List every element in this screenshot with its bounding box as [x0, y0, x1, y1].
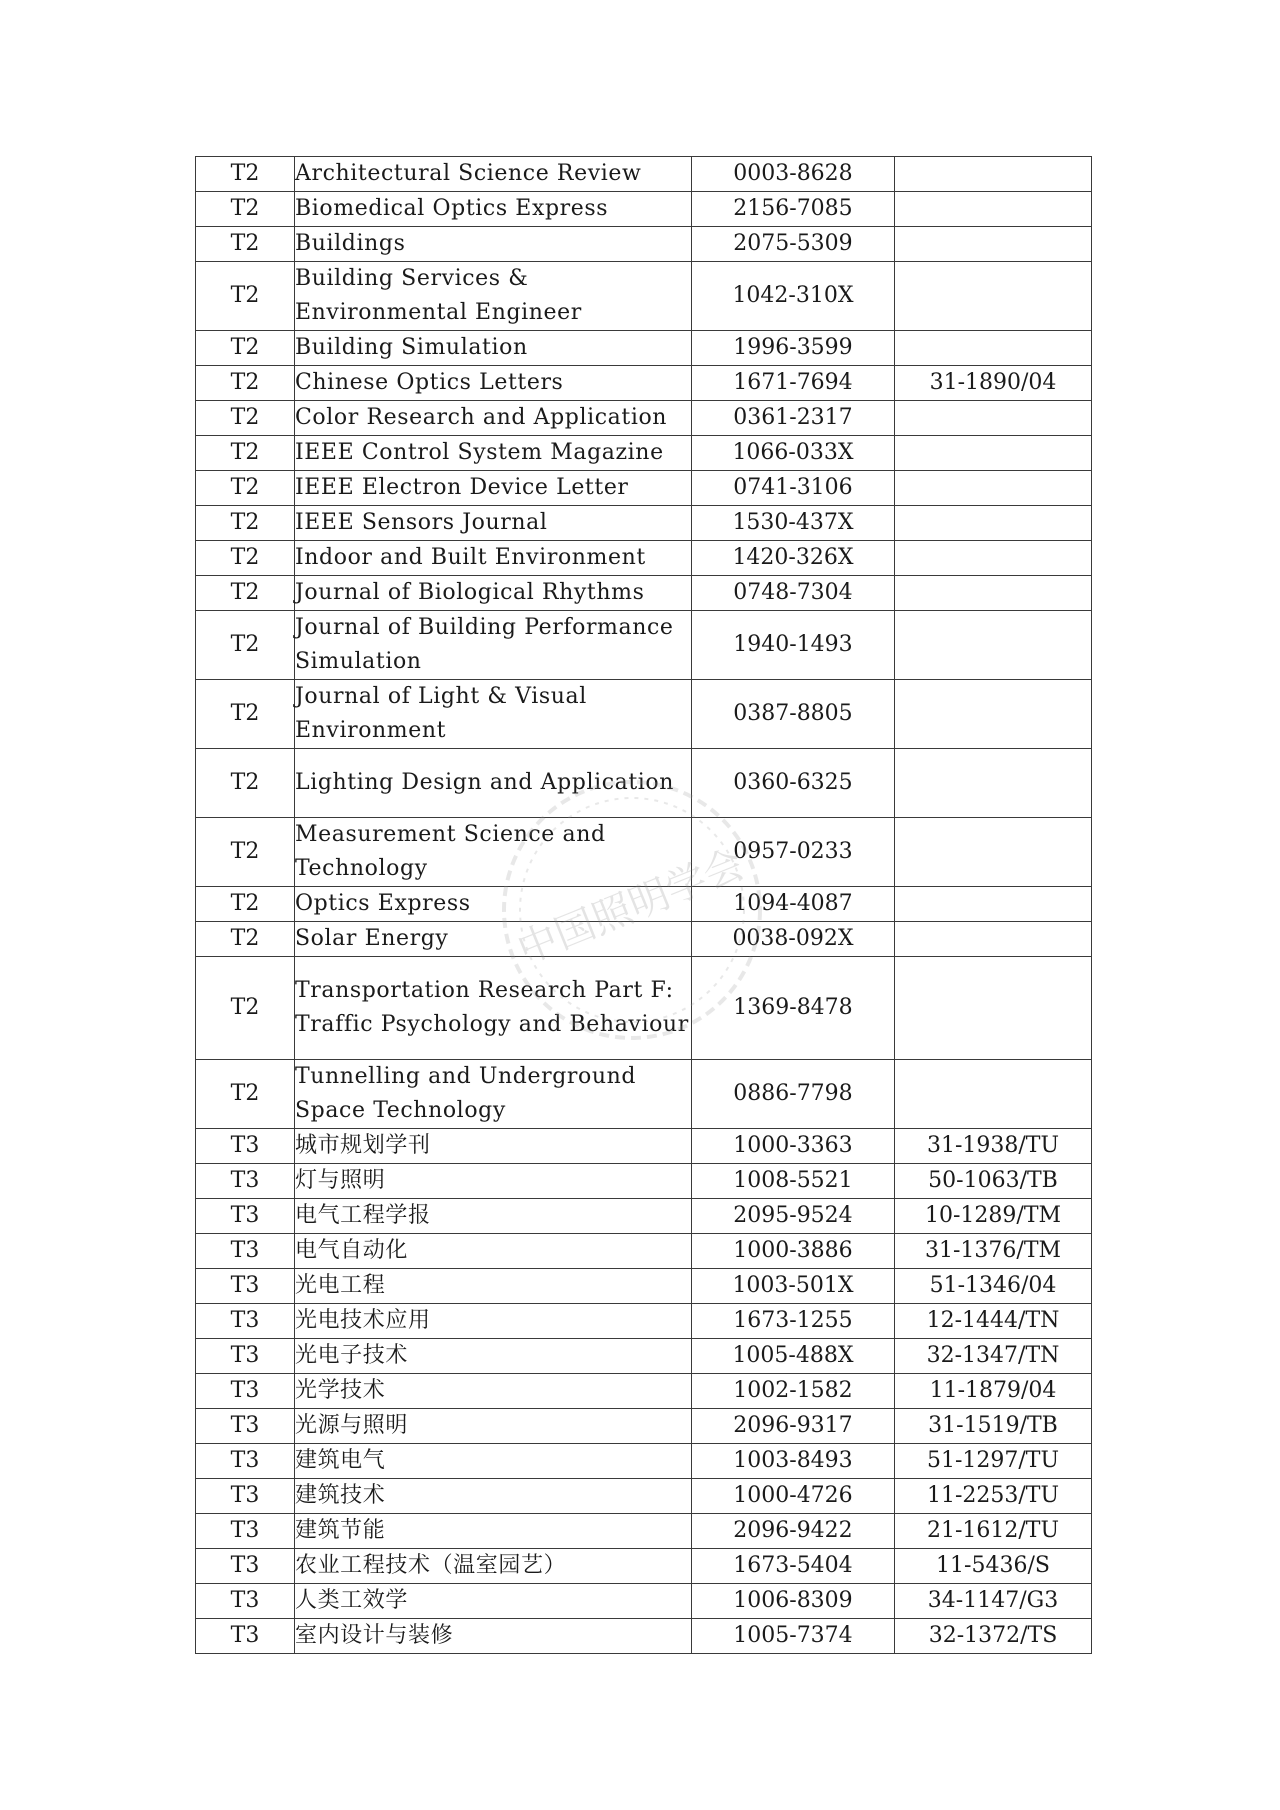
table-row	[196, 1409, 1092, 1444]
cn-number-cell	[895, 331, 1092, 366]
table-row	[196, 192, 1092, 227]
table-row	[196, 1234, 1092, 1269]
cn-number-cell: 31-1938/TU	[895, 1129, 1092, 1164]
tier-cell: T3	[196, 1374, 295, 1409]
journal-title-cell: Journal of Building Performance Simulation	[294, 611, 691, 680]
issn-cell: 0361-2317	[691, 401, 894, 436]
issn-cell: 1005-7374	[691, 1619, 894, 1654]
issn-cell: 1996-3599	[691, 331, 894, 366]
table-row	[196, 541, 1092, 576]
issn-cell: 2095-9524	[691, 1199, 894, 1234]
issn-cell: 1000-3363	[691, 1129, 894, 1164]
cn-number-cell: 11-2253/TU	[895, 1479, 1092, 1514]
tier-cell: T3	[196, 1234, 295, 1269]
table-row	[196, 436, 1092, 471]
table-row	[196, 1584, 1092, 1619]
table-row	[196, 922, 1092, 957]
issn-cell: 1940-1493	[691, 611, 894, 680]
journal-title-cell: Building Services & Environmental Engineer	[294, 262, 691, 331]
table-row	[196, 1269, 1092, 1304]
table-row	[196, 506, 1092, 541]
cn-number-cell	[895, 227, 1092, 262]
cn-number-cell	[895, 1060, 1092, 1129]
issn-cell: 1005-488X	[691, 1339, 894, 1374]
journal-title-cell: Building Simulation	[294, 331, 691, 366]
tier-cell: T3	[196, 1619, 295, 1654]
table-row	[196, 1619, 1092, 1654]
journal-title-cell: Color Research and Application	[294, 401, 691, 436]
issn-cell: 2075-5309	[691, 227, 894, 262]
table-row	[196, 157, 1092, 192]
tier-cell: T2	[196, 157, 295, 192]
table-row	[196, 262, 1092, 331]
table-row	[196, 887, 1092, 922]
table-row	[196, 1479, 1092, 1514]
cn-number-cell	[895, 749, 1092, 818]
issn-cell: 0886-7798	[691, 1060, 894, 1129]
cn-number-cell	[895, 192, 1092, 227]
journal-title-cell: Solar Energy	[294, 922, 691, 957]
issn-cell: 1042-310X	[691, 262, 894, 331]
tier-cell: T3	[196, 1304, 295, 1339]
table-row	[196, 749, 1092, 818]
issn-cell: 0957-0233	[691, 818, 894, 887]
cn-number-cell: 34-1147/G3	[895, 1584, 1092, 1619]
table-row	[196, 957, 1092, 1060]
journal-title-cell: Buildings	[294, 227, 691, 262]
cn-number-cell: 10-1289/TM	[895, 1199, 1092, 1234]
issn-cell: 1008-5521	[691, 1164, 894, 1199]
tier-cell: T2	[196, 262, 295, 331]
tier-cell: T3	[196, 1164, 295, 1199]
issn-cell: 1000-4726	[691, 1479, 894, 1514]
issn-cell: 1530-437X	[691, 506, 894, 541]
cn-number-cell: 51-1297/TU	[895, 1444, 1092, 1479]
journal-title-cell: IEEE Sensors Journal	[294, 506, 691, 541]
cn-number-cell	[895, 401, 1092, 436]
table-row	[196, 1199, 1092, 1234]
table-row	[196, 1304, 1092, 1339]
issn-cell: 1003-501X	[691, 1269, 894, 1304]
journal-title-cell: Transportation Research Part F: Traffic Psychology and Behaviour	[294, 957, 691, 1060]
journal-title-cell: 建筑电气	[294, 1444, 691, 1479]
journal-title-cell: 灯与照明	[294, 1164, 691, 1199]
cn-number-cell	[895, 611, 1092, 680]
journal-title-cell: 光学技术	[294, 1374, 691, 1409]
table-row	[196, 1129, 1092, 1164]
cn-number-cell: 31-1376/TM	[895, 1234, 1092, 1269]
tier-cell: T2	[196, 957, 295, 1060]
issn-cell: 0038-092X	[691, 922, 894, 957]
journal-title-cell: Tunnelling and Underground Space Technology	[294, 1060, 691, 1129]
cn-number-cell	[895, 157, 1092, 192]
issn-cell: 0360-6325	[691, 749, 894, 818]
journal-title-cell: 光电技术应用	[294, 1304, 691, 1339]
cn-number-cell: 32-1372/TS	[895, 1619, 1092, 1654]
issn-cell: 1006-8309	[691, 1584, 894, 1619]
watermark-text: 中国照明学会	[510, 840, 751, 974]
cn-number-cell: 51-1346/04	[895, 1269, 1092, 1304]
table-row	[196, 1514, 1092, 1549]
tier-cell: T3	[196, 1409, 295, 1444]
tier-cell: T2	[196, 887, 295, 922]
journal-title-cell: Journal of Light & Visual Environment	[294, 680, 691, 749]
issn-cell: 1000-3886	[691, 1234, 894, 1269]
tier-cell: T3	[196, 1269, 295, 1304]
issn-cell: 2096-9317	[691, 1409, 894, 1444]
cn-number-cell	[895, 262, 1092, 331]
journal-title-cell: 农业工程技术（温室园艺）	[294, 1549, 691, 1584]
tier-cell: T2	[196, 818, 295, 887]
tier-cell: T3	[196, 1549, 295, 1584]
tier-cell: T2	[196, 922, 295, 957]
tier-cell: T2	[196, 506, 295, 541]
table-row	[196, 1339, 1092, 1374]
tier-cell: T2	[196, 541, 295, 576]
table-row	[196, 471, 1092, 506]
journal-title-cell: Measurement Science and Technology	[294, 818, 691, 887]
issn-cell: 0003-8628	[691, 157, 894, 192]
tier-cell: T2	[196, 1060, 295, 1129]
tier-cell: T2	[196, 331, 295, 366]
cn-number-cell	[895, 922, 1092, 957]
journal-title-cell: 光电工程	[294, 1269, 691, 1304]
cn-number-cell: 11-5436/S	[895, 1549, 1092, 1584]
table-row	[196, 1374, 1092, 1409]
journal-title-cell: 建筑技术	[294, 1479, 691, 1514]
journal-title-cell: 室内设计与装修	[294, 1619, 691, 1654]
journal-title-cell: 光源与照明	[294, 1409, 691, 1444]
tier-cell: T2	[196, 366, 295, 401]
issn-cell: 2156-7085	[691, 192, 894, 227]
journal-title-cell: 光电子技术	[294, 1339, 691, 1374]
tier-cell: T2	[196, 749, 295, 818]
issn-cell: 1066-033X	[691, 436, 894, 471]
tier-cell: T3	[196, 1514, 295, 1549]
cn-number-cell	[895, 957, 1092, 1060]
cn-number-cell	[895, 471, 1092, 506]
journal-table-body	[196, 157, 1092, 1654]
cn-number-cell: 12-1444/TN	[895, 1304, 1092, 1339]
cn-number-cell: 11-1879/04	[895, 1374, 1092, 1409]
tier-cell: T3	[196, 1129, 295, 1164]
tier-cell: T3	[196, 1339, 295, 1374]
journal-title-cell: 城市规划学刊	[294, 1129, 691, 1164]
journal-title-cell: Architectural Science Review	[294, 157, 691, 192]
table-row	[196, 1164, 1092, 1199]
tier-cell: T2	[196, 401, 295, 436]
cn-number-cell: 31-1519/TB	[895, 1409, 1092, 1444]
tier-cell: T2	[196, 471, 295, 506]
table-row	[196, 1444, 1092, 1479]
issn-cell: 0748-7304	[691, 576, 894, 611]
journal-table	[195, 156, 1092, 1654]
issn-cell: 1420-326X	[691, 541, 894, 576]
journal-title-cell: Optics Express	[294, 887, 691, 922]
table-row	[196, 576, 1092, 611]
table-row	[196, 680, 1092, 749]
issn-cell: 2096-9422	[691, 1514, 894, 1549]
journal-title-cell: Lighting Design and Application	[294, 749, 691, 818]
journal-title-cell: Biomedical Optics Express	[294, 192, 691, 227]
table-row	[196, 366, 1092, 401]
tier-cell: T3	[196, 1479, 295, 1514]
table-row	[196, 1549, 1092, 1584]
cn-number-cell	[895, 887, 1092, 922]
issn-cell: 1671-7694	[691, 366, 894, 401]
journal-title-cell: IEEE Control System Magazine	[294, 436, 691, 471]
cn-number-cell: 50-1063/TB	[895, 1164, 1092, 1199]
journal-title-cell: IEEE Electron Device Letter	[294, 471, 691, 506]
journal-title-cell: Journal of Biological Rhythms	[294, 576, 691, 611]
table-row	[196, 227, 1092, 262]
journal-title-cell: 建筑节能	[294, 1514, 691, 1549]
issn-cell: 1094-4087	[691, 887, 894, 922]
tier-cell: T3	[196, 1199, 295, 1234]
cn-number-cell: 21-1612/TU	[895, 1514, 1092, 1549]
issn-cell: 1002-1582	[691, 1374, 894, 1409]
cn-number-cell: 31-1890/04	[895, 366, 1092, 401]
table-row	[196, 331, 1092, 366]
cn-number-cell: 32-1347/TN	[895, 1339, 1092, 1374]
cn-number-cell	[895, 818, 1092, 887]
cn-number-cell	[895, 506, 1092, 541]
tier-cell: T2	[196, 436, 295, 471]
issn-cell: 1673-5404	[691, 1549, 894, 1584]
cn-number-cell	[895, 541, 1092, 576]
issn-cell: 1673-1255	[691, 1304, 894, 1339]
cn-number-cell	[895, 680, 1092, 749]
tier-cell: T2	[196, 611, 295, 680]
tier-cell: T2	[196, 227, 295, 262]
issn-cell: 0387-8805	[691, 680, 894, 749]
journal-title-cell: 电气工程学报	[294, 1199, 691, 1234]
cn-number-cell	[895, 576, 1092, 611]
table-row	[196, 1060, 1092, 1129]
tier-cell: T2	[196, 192, 295, 227]
journal-title-cell: 电气自动化	[294, 1234, 691, 1269]
journal-title-cell: Chinese Optics Letters	[294, 366, 691, 401]
issn-cell: 1003-8493	[691, 1444, 894, 1479]
issn-cell: 1369-8478	[691, 957, 894, 1060]
table-row	[196, 401, 1092, 436]
issn-cell: 0741-3106	[691, 471, 894, 506]
tier-cell: T2	[196, 680, 295, 749]
tier-cell: T3	[196, 1444, 295, 1479]
journal-title-cell: 人类工效学	[294, 1584, 691, 1619]
table-row	[196, 611, 1092, 680]
tier-cell: T3	[196, 1584, 295, 1619]
cn-number-cell	[895, 436, 1092, 471]
table-row	[196, 818, 1092, 887]
journal-title-cell: Indoor and Built Environment	[294, 541, 691, 576]
tier-cell: T2	[196, 576, 295, 611]
